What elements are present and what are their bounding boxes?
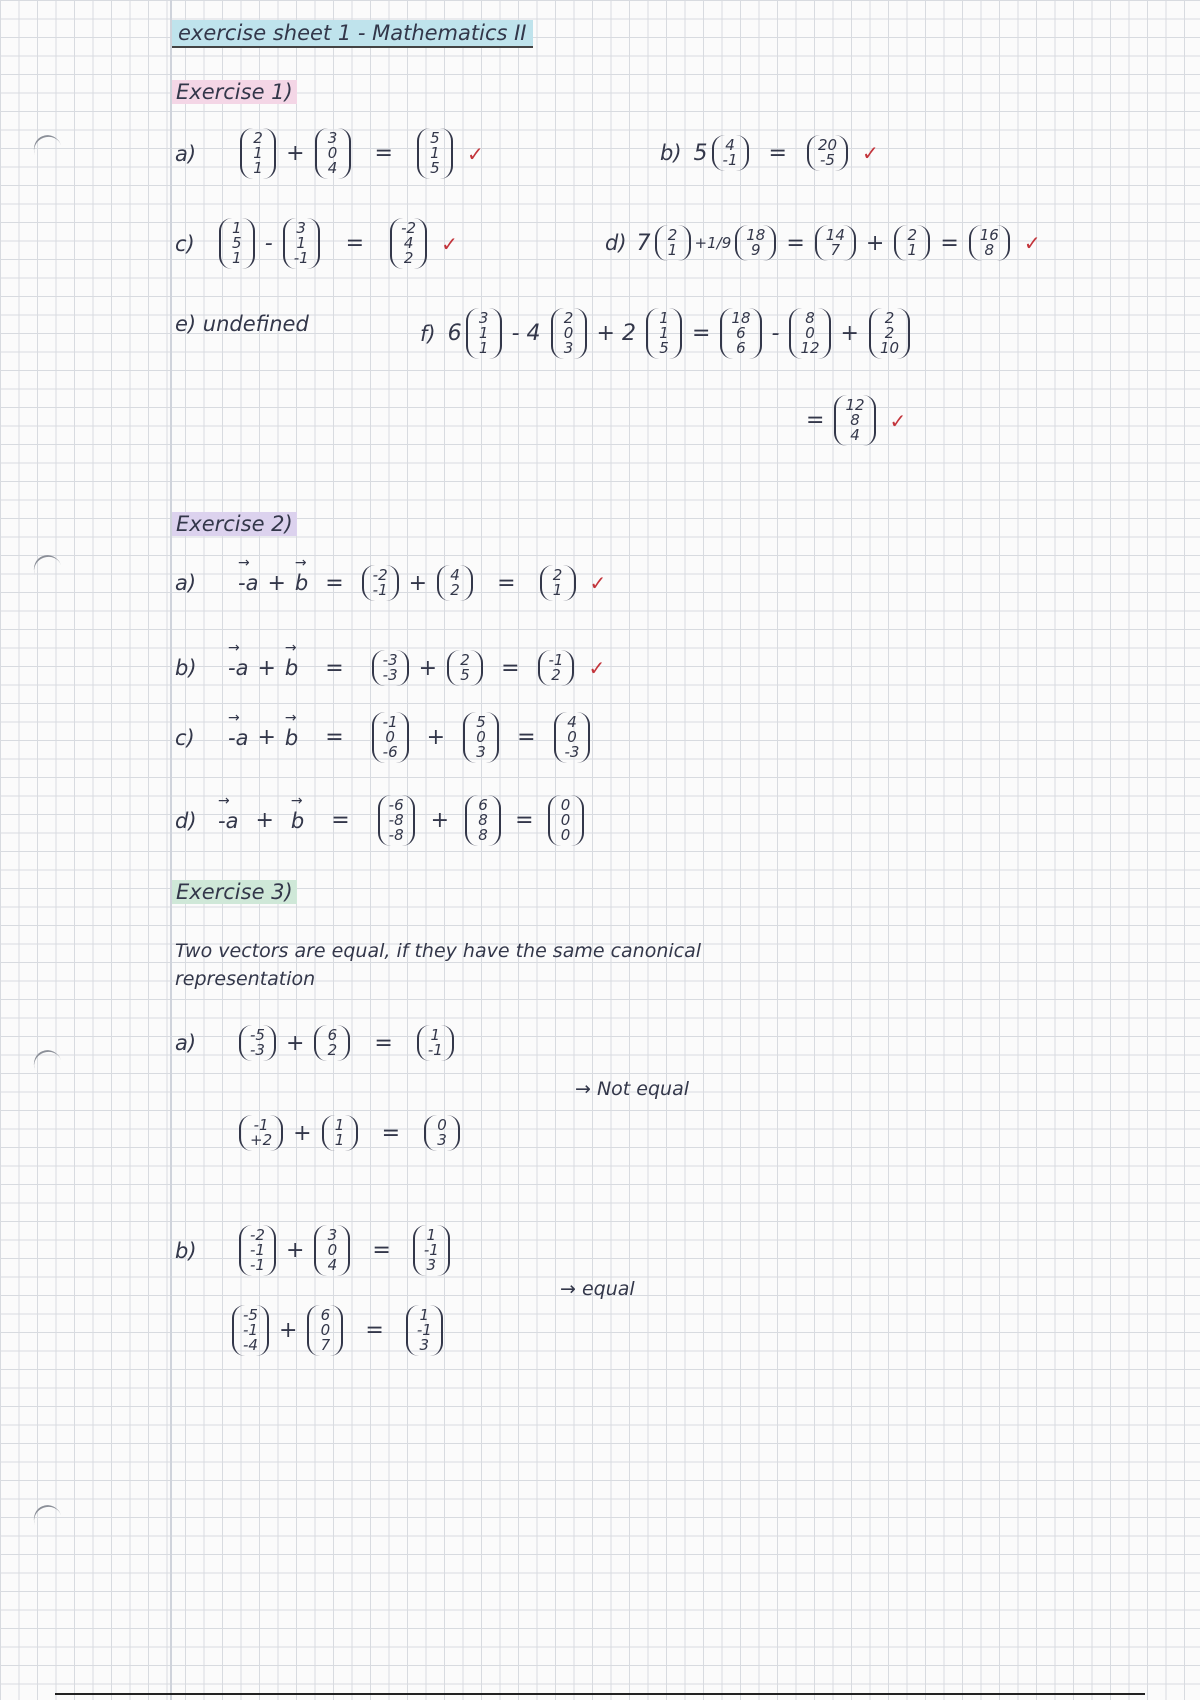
ex1-b-vector: 4 -1 xyxy=(712,135,749,171)
ex2-a-equals: = xyxy=(325,570,344,596)
ex2-a-vector-a: → -a xyxy=(238,571,258,595)
ex2-b-equals-2: = xyxy=(501,655,520,681)
ex3-b-r1-plus: + xyxy=(285,1238,305,1263)
ex1-f-result-row xyxy=(800,395,906,446)
ex1-f-scalar-3: + 2 xyxy=(596,321,636,346)
ex1-f-plus: + xyxy=(840,321,859,346)
ex3-b-r1-result: 1 -1 3 xyxy=(413,1225,450,1276)
ex1-a-vector-1: 2 1 1 xyxy=(240,128,276,179)
ex2-b-vector-a: → -a xyxy=(228,656,248,680)
ex2-c-plus: + xyxy=(257,725,276,750)
ex3-a-r1-vector-2: 6 2 xyxy=(314,1025,350,1061)
ex1-d-partial-1: 14 7 xyxy=(815,225,856,261)
ex1-f-row xyxy=(420,308,914,359)
ex1-c-minus: - xyxy=(264,231,273,256)
ex1-c-result: -2 4 2 xyxy=(390,218,427,269)
ex2-a-vector-1: -2 -1 xyxy=(362,565,399,601)
ex2-d-vector-2: 6 8 8 xyxy=(465,795,501,846)
ex1-b-result: 20 -5 xyxy=(807,135,848,171)
ex2-b-row xyxy=(175,650,605,686)
ex1-f-equals: = xyxy=(691,321,711,346)
ex3-b-r2-vector-2: 6 0 7 xyxy=(307,1305,343,1356)
ex3-a-label: a) xyxy=(175,1031,197,1055)
ex2-a-vector-b: → b xyxy=(295,571,308,595)
ex1-d-vector-1: 2 1 xyxy=(655,225,691,261)
ex2-d-equals-2: = xyxy=(515,808,534,833)
ex2-c-vector-1: -1 0 -6 xyxy=(372,712,409,763)
ex2-d-vector-1: -6 -8 -8 xyxy=(378,795,415,846)
ex1-f-equals-2: = xyxy=(806,408,825,433)
punch-hole xyxy=(30,551,67,589)
ex2-b-result: -1 2 xyxy=(538,650,575,686)
ex2-c-vector-a: → -a xyxy=(228,726,248,750)
ex2-c-row xyxy=(175,712,594,763)
ex3-a-r2-equals: = xyxy=(381,1120,400,1146)
ex3-b-r1-vector-1: -2 -1 -1 xyxy=(239,1225,276,1276)
ex3-a-r1-result: 1 -1 xyxy=(417,1025,454,1061)
ex2-a-equals-2: = xyxy=(497,570,516,596)
ex3-a-row-2 xyxy=(235,1115,464,1151)
ex3-b-r1-vector-2: 3 0 4 xyxy=(314,1225,350,1276)
ex2-a-row xyxy=(175,565,606,601)
ex2-a-plus-2: + xyxy=(408,570,428,596)
ex2-d-plus: + xyxy=(255,808,274,833)
ex1-a-plus: + xyxy=(286,141,305,166)
ex3-b-row-2 xyxy=(228,1305,447,1356)
ex2-b-vector-b: → b xyxy=(285,656,298,680)
ex3-a-verdict: → Not equal xyxy=(575,1078,689,1100)
ex1-a-checkmark: ✓ xyxy=(466,141,484,166)
ex3-b-r1-equals: = xyxy=(372,1238,391,1263)
ex2-a-checkmark: ✓ xyxy=(589,571,607,595)
punch-hole xyxy=(30,131,67,169)
ex2-b-vector-1: -3 -3 xyxy=(372,650,409,686)
ex2-b-equals: = xyxy=(325,655,344,681)
ex1-b-checkmark: ✓ xyxy=(862,141,879,165)
ex2-a-plus: + xyxy=(267,570,286,596)
ex1-d-equals-2: = xyxy=(940,230,959,256)
ex2-b-checkmark: ✓ xyxy=(588,656,606,680)
ex1-f-checkmark: ✓ xyxy=(889,408,907,433)
ex1-f-partial-1: 18 6 6 xyxy=(720,308,761,359)
ex1-d-checkmark: ✓ xyxy=(1023,231,1041,255)
ex1-f-partial-2: 8 0 12 xyxy=(789,308,830,359)
ex2-c-result: 4 0 -3 xyxy=(554,712,591,763)
ex2-d-plus-2: + xyxy=(430,808,450,833)
ex1-d-partial-2: 2 1 xyxy=(894,225,930,261)
ex1-d-result: 16 8 xyxy=(969,225,1010,261)
ex1-f-label: f) xyxy=(420,321,436,346)
ex2-c-plus-2: + xyxy=(426,725,446,750)
ex1-e-label: e) undefined xyxy=(175,312,309,336)
ex3-a-r2-plus: + xyxy=(293,1120,312,1146)
ex1-a-row xyxy=(175,128,484,179)
ex2-d-vector-a: → -a xyxy=(218,809,238,833)
exercise-2-heading: Exercise 2) xyxy=(172,512,297,536)
ex1-b-row xyxy=(660,135,879,171)
ex1-d-label: d) xyxy=(605,231,627,255)
ex1-d-plus: + xyxy=(865,230,885,256)
ex2-b-vector-2: 2 5 xyxy=(447,650,483,686)
ex1-d-scalar-2: +1/9 xyxy=(694,234,732,252)
ex1-c-label: c) xyxy=(175,231,195,256)
punch-hole xyxy=(30,1501,67,1539)
ex3-b-label: b) xyxy=(175,1238,197,1263)
ex2-d-row xyxy=(175,795,588,846)
ex1-f-minus: - xyxy=(771,321,780,346)
bottom-rule xyxy=(55,1693,1145,1695)
ex2-c-vector-2: 5 0 3 xyxy=(463,712,499,763)
ex1-c-vector-2: 3 1 -1 xyxy=(283,218,320,269)
margin-line xyxy=(170,0,172,1700)
ex2-a-vector-2: 4 2 xyxy=(437,565,473,601)
exercise-3-heading: Exercise 3) xyxy=(172,880,297,904)
ex1-c-row xyxy=(175,218,458,269)
ex2-a-label: a) xyxy=(175,571,197,595)
ex1-b-label: b) xyxy=(660,141,682,165)
ex1-a-vector-2: 3 0 4 xyxy=(315,128,351,179)
ex1-f-scalar-2: - 4 xyxy=(511,321,541,346)
ex2-d-equals: = xyxy=(331,808,350,833)
ex1-a-result: 5 1 5 xyxy=(417,128,453,179)
ex3-a-r1-plus: + xyxy=(285,1030,305,1056)
ex2-c-equals: = xyxy=(325,725,344,750)
ex1-f-vector-1: 3 1 1 xyxy=(466,308,502,359)
ex3-b-r2-vector-1: -5 -1 -4 xyxy=(232,1305,269,1356)
ex3-a-r1-vector-1: -5 -3 xyxy=(239,1025,276,1061)
ex2-b-label: b) xyxy=(175,656,197,680)
ex1-b-equals: = xyxy=(768,140,787,166)
ex1-b-scalar: 5 xyxy=(693,140,708,166)
ex1-d-equals-1: = xyxy=(786,230,805,256)
punch-hole xyxy=(30,1046,67,1084)
ex2-d-vector-b: → b xyxy=(291,809,304,833)
ex3-b-r2-equals: = xyxy=(365,1318,384,1343)
ex2-b-plus: + xyxy=(257,655,276,681)
ex2-d-label: d) xyxy=(175,808,197,833)
ex1-c-checkmark: ✓ xyxy=(441,231,458,256)
ex1-a-label: a) xyxy=(175,141,197,166)
ex3-a-r2-vector-1: -1 +2 xyxy=(239,1115,283,1151)
ex1-f-vector-2: 2 0 3 xyxy=(551,308,587,359)
ex1-f-vector-3: 1 1 5 xyxy=(646,308,682,359)
ex1-f-partial-3: 2 2 10 xyxy=(869,308,910,359)
ex3-a-r1-equals: = xyxy=(374,1030,393,1056)
ex3-b-verdict: → equal xyxy=(560,1278,635,1300)
ex1-a-equals: = xyxy=(374,141,393,166)
ex1-f-scalar-1: 6 xyxy=(447,321,462,346)
exercise-1-heading: Exercise 1) xyxy=(172,80,297,104)
ex2-c-vector-b: → b xyxy=(285,726,298,750)
ex1-d-row xyxy=(605,225,1041,261)
ex3-b-r2-result: 1 -1 3 xyxy=(406,1305,443,1356)
ex2-a-result: 2 1 xyxy=(540,565,576,601)
ex2-b-plus-2: + xyxy=(418,655,438,681)
ex1-c-vector-1: 1 5 1 xyxy=(219,218,255,269)
ex3-a-row-1 xyxy=(175,1025,458,1061)
ex3-a-r2-result: 0 3 xyxy=(424,1115,460,1151)
ex1-d-scalar-1: 7 xyxy=(636,230,651,256)
ex1-f-result: 12 8 4 xyxy=(834,395,875,446)
ex1-d-vector-2: 18 9 xyxy=(735,225,776,261)
page-title: exercise sheet 1 - Mathematics II xyxy=(172,20,533,48)
ex1-c-equals: = xyxy=(345,231,365,256)
ex3-a-r2-vector-2: 1 1 xyxy=(322,1115,358,1151)
ex2-c-equals-2: = xyxy=(517,725,536,750)
ex3-intro-line-2: representation xyxy=(175,968,316,990)
ex3-intro-line-1: Two vectors are equal, if they have the same canonical xyxy=(175,940,702,962)
ex3-b-row-1 xyxy=(175,1225,454,1276)
ex3-b-r2-plus: + xyxy=(278,1318,298,1343)
ex2-d-result: 0 0 0 xyxy=(548,795,584,846)
ex2-c-label: c) xyxy=(175,725,195,750)
